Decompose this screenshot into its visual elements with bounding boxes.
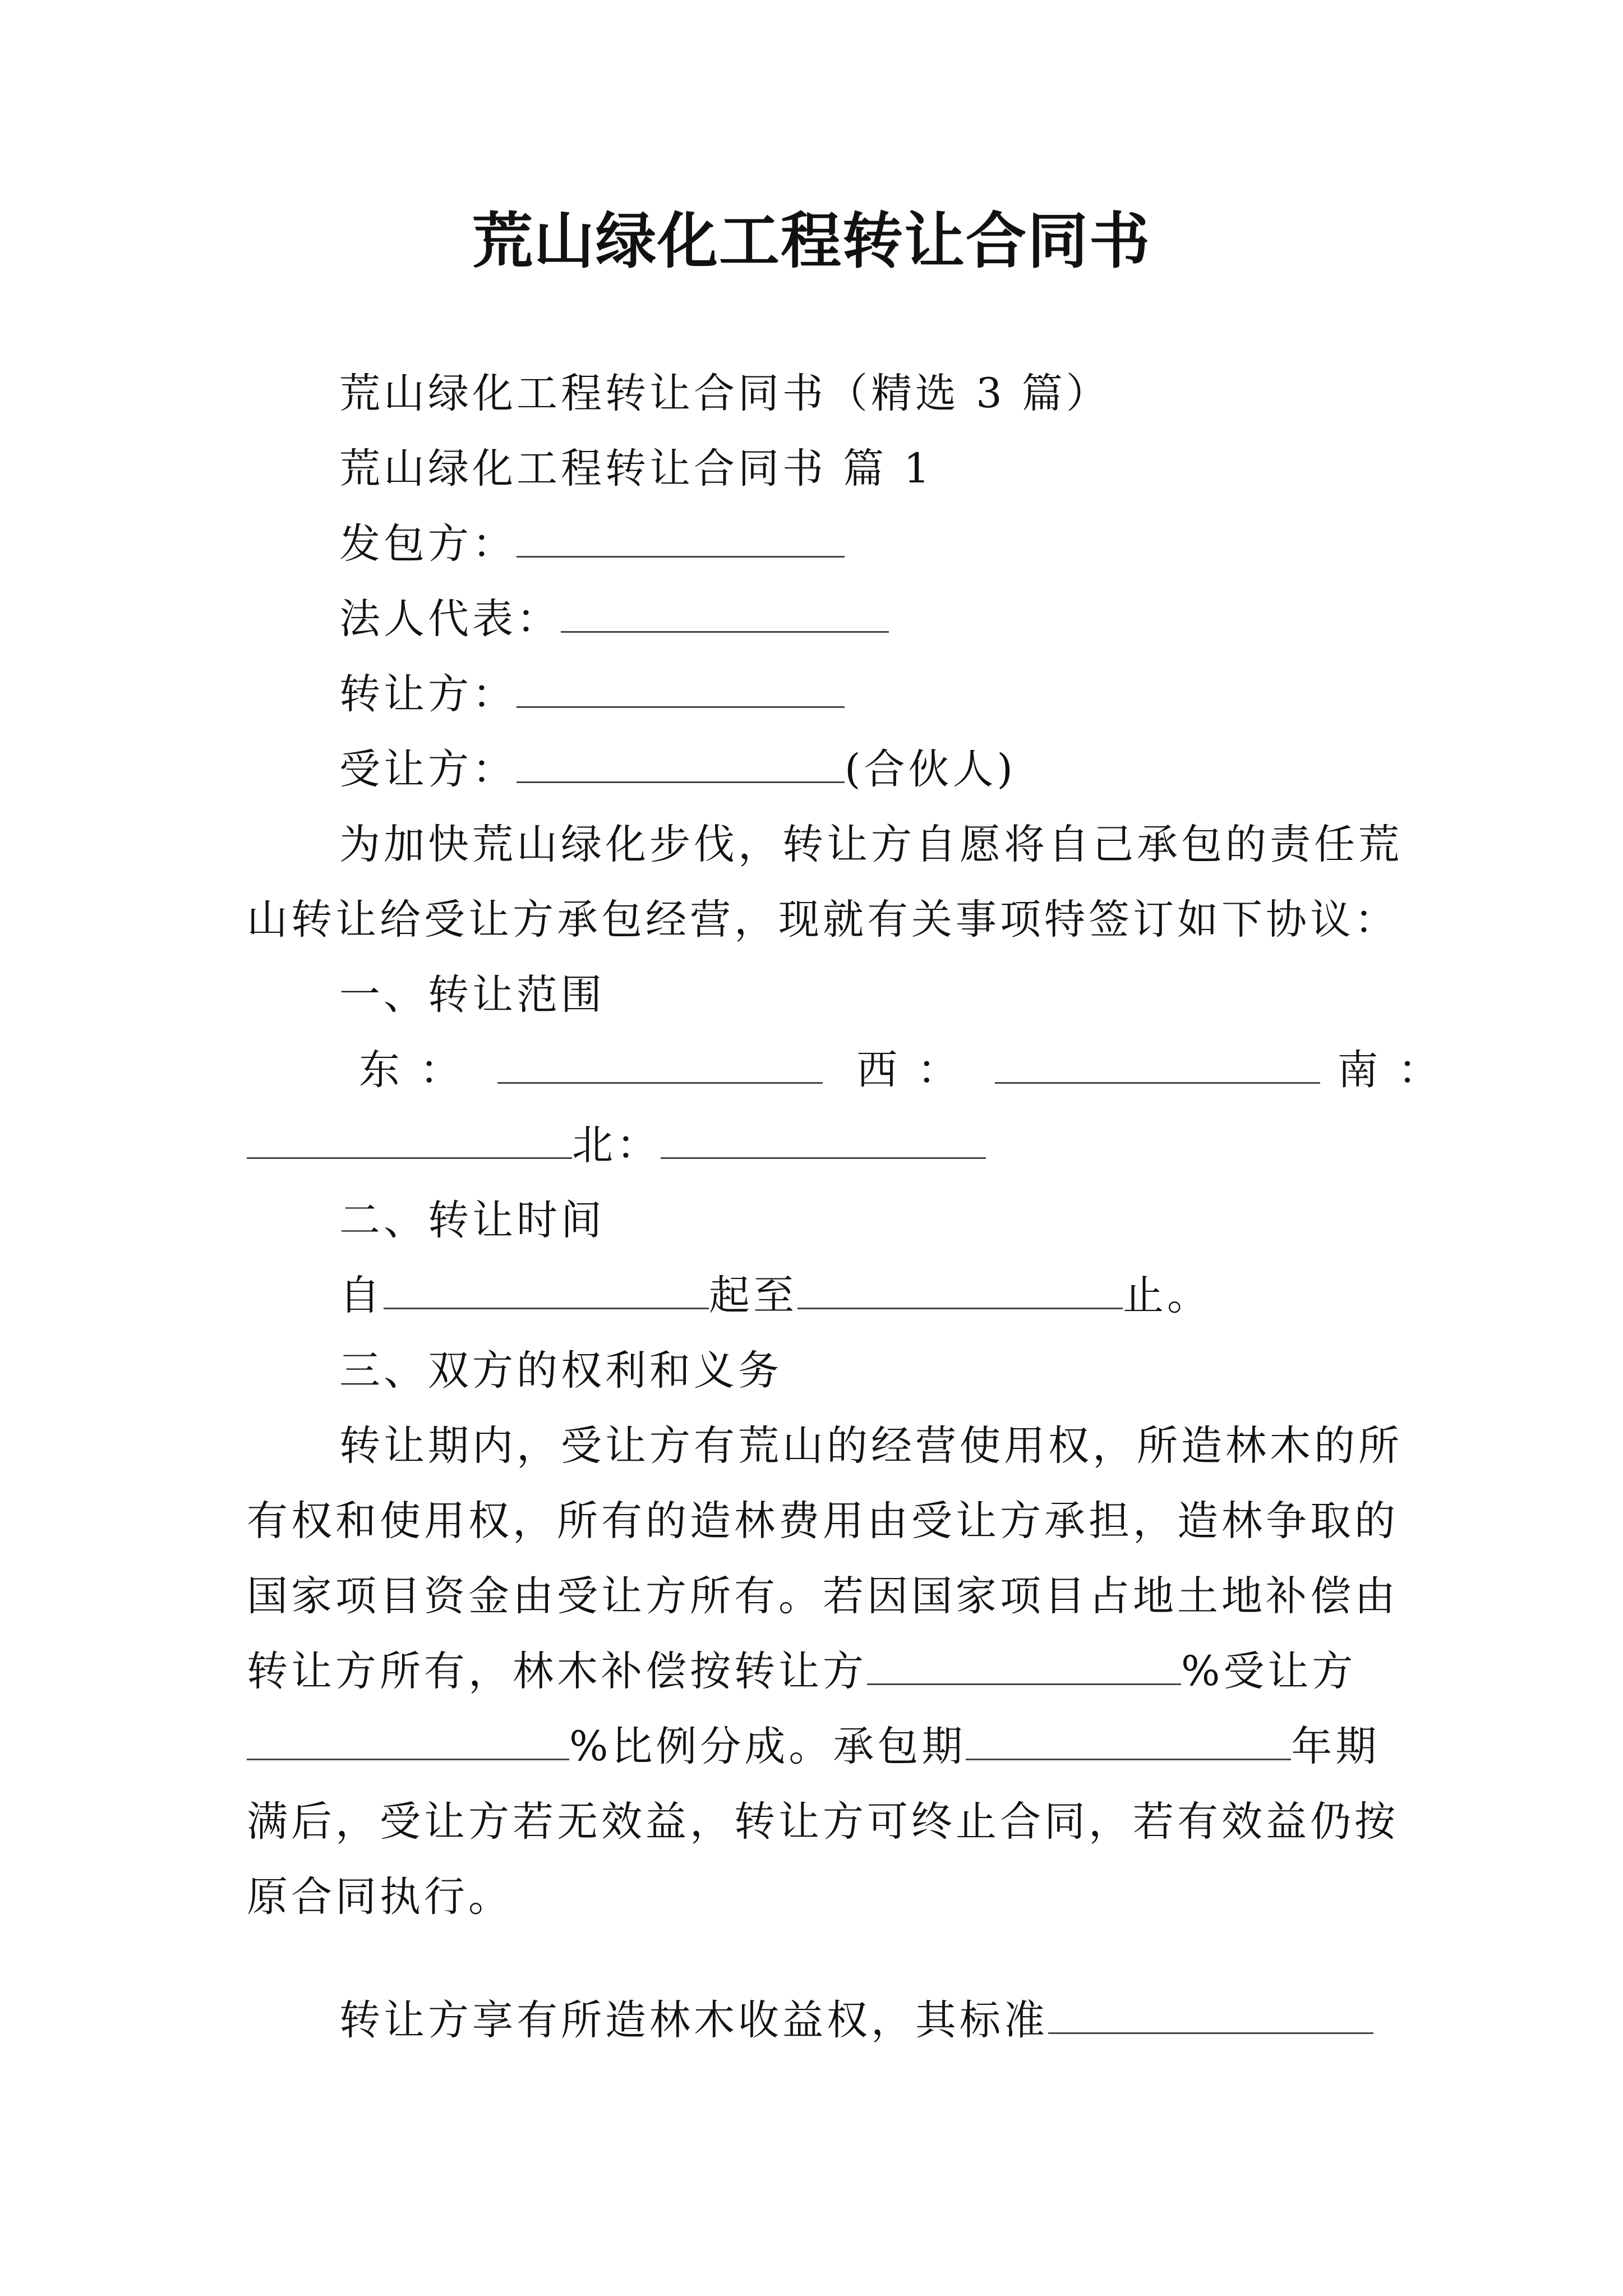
scope-east-label: 东 ： — [359, 1046, 464, 1094]
transferee-blank[interactable] — [517, 744, 845, 783]
rights-line-5-suffix: 年期 — [1291, 1723, 1380, 1770]
rights-line-7: 原合同执行。 — [247, 1873, 513, 1921]
time-heading: 二、转让时间 — [339, 1197, 605, 1244]
time-from-blank[interactable] — [384, 1271, 709, 1309]
transferee-share-blank[interactable] — [247, 1722, 569, 1760]
transferor-share-blank[interactable] — [867, 1646, 1181, 1685]
scope-east-blank[interactable] — [497, 1045, 823, 1084]
rights-line-6: 满后，受让方若无效益，转让方可终止合同，若有效益仍按 — [247, 1798, 1399, 1846]
scope-west-label: 西 ： — [856, 1046, 962, 1094]
transferor-blank[interactable] — [517, 669, 845, 708]
benefit-line — [339, 1993, 1373, 2049]
time-until-blank[interactable] — [797, 1271, 1123, 1309]
rights-heading: 三、双方的权利和义务 — [339, 1347, 782, 1395]
scope-row — [359, 1042, 1442, 1098]
issuer-label: 发包方： — [339, 520, 517, 568]
transferor-field — [339, 666, 845, 723]
time-end-label: 止。 — [1123, 1272, 1211, 1319]
transferee-label: 受让方： — [339, 746, 517, 793]
rights-line-1: 转让期内，受让方有荒山的经营使用权，所造林木的所 — [339, 1422, 1403, 1470]
scope-north-label: 北： — [572, 1121, 661, 1169]
rights-line-5 — [247, 1719, 1380, 1775]
rights-line-4 — [247, 1644, 1356, 1700]
benefit-standard-blank[interactable] — [1048, 1995, 1373, 2034]
time-from-label: 自 — [339, 1272, 384, 1319]
contract-term-blank[interactable] — [966, 1722, 1291, 1760]
document-title: 荒山绿化工程转让合同书 — [472, 206, 1151, 277]
rights-line-5-text: %比例分成。承包期 — [569, 1723, 966, 1770]
benefit-text: 转让方享有所造林木收益权，其标准 — [339, 1996, 1048, 2044]
scope-west-blank[interactable] — [995, 1045, 1320, 1084]
scope-south-label: 南 ： — [1337, 1046, 1442, 1094]
document-subtitle: 荒山绿化工程转让合同书（精选 3 篇） — [339, 370, 1110, 417]
scope-north-blank[interactable] — [661, 1120, 986, 1159]
scope-row-2 — [247, 1117, 986, 1174]
issuer-field — [339, 516, 845, 572]
intro-line-1: 为加快荒山绿化步伐，转让方自愿将自己承包的责任荒 — [339, 821, 1403, 868]
section-heading: 荒山绿化工程转让合同书 篇 1 — [339, 445, 933, 493]
transferee-field — [339, 742, 1016, 798]
time-until-label: 起至 — [709, 1272, 797, 1319]
legal-rep-blank[interactable] — [561, 594, 889, 633]
scope-heading: 一、转让范围 — [339, 971, 605, 1019]
legal-rep-field — [339, 591, 889, 647]
intro-line-2: 山转让给受让方承包经营，现就有关事项特签订如下协议： — [247, 896, 1399, 944]
time-row — [339, 1268, 1211, 1324]
legal-rep-label: 法人代表： — [339, 595, 561, 643]
transferee-suffix: (合伙人) — [845, 746, 1016, 793]
issuer-blank[interactable] — [517, 519, 845, 558]
transferor-label: 转让方： — [339, 670, 517, 718]
rights-line-4-suffix: %受让方 — [1181, 1648, 1357, 1695]
rights-line-4-text: 转让方所有，林木补偿按转让方 — [247, 1648, 867, 1695]
rights-line-2: 有权和使用权，所有的造林费用由受让方承担，造林争取的 — [247, 1497, 1399, 1545]
scope-south-blank[interactable] — [247, 1120, 572, 1159]
rights-line-3: 国家项目资金由受让方所有。若因国家项目占地土地补偿由 — [247, 1572, 1399, 1620]
